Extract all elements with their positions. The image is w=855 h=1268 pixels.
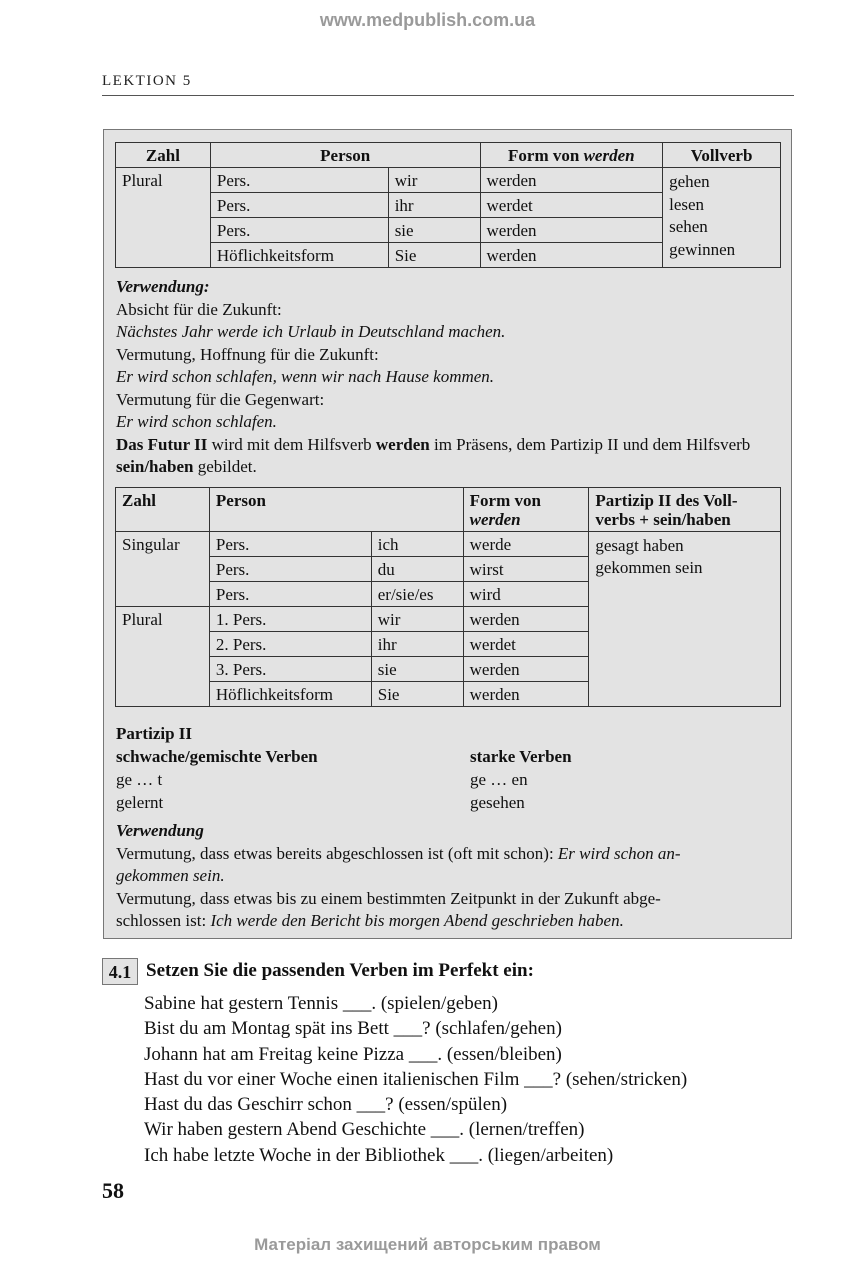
pronoun-cell: Sie bbox=[388, 243, 480, 268]
person-cell: 3. Pers. bbox=[209, 657, 371, 682]
usage-line: Vermutung für die Gegenwart: bbox=[116, 389, 325, 409]
intro-text: gebildet. bbox=[193, 457, 257, 476]
usage-heading: Verwendung: bbox=[116, 277, 210, 296]
strong-verbs-pattern: ge … en bbox=[470, 770, 528, 789]
header-partizip-line2: verbs + sein/haben bbox=[595, 510, 731, 529]
pronoun-cell: Sie bbox=[371, 682, 463, 707]
form-cell: werden bbox=[480, 218, 663, 243]
header-form-prefix: Form von bbox=[508, 146, 584, 165]
usage-example: Nächstes Jahr werde ich Urlaub in Deutschland machen. bbox=[116, 322, 506, 341]
usage-text: Vermutung, dass etwas bereits abgeschlossen ist (oft mit schon): bbox=[116, 843, 558, 863]
person-cell: Höflichkeitsform bbox=[209, 682, 371, 707]
futur2-term: Das Futur II bbox=[116, 434, 208, 454]
pronoun-cell: sie bbox=[388, 218, 480, 243]
intro-sein-haben: sein/haben bbox=[116, 457, 194, 476]
zahl-plural: Plural bbox=[116, 168, 211, 268]
form-cell: werden bbox=[463, 682, 589, 707]
weak-verbs-example: gelernt bbox=[116, 793, 164, 812]
exercise-sentence: Hast du das Geschirr schon ___? (essen/spülen) bbox=[144, 1094, 508, 1116]
person-cell: Höflichkeitsform bbox=[210, 243, 388, 268]
header-form-italic: werden bbox=[583, 146, 635, 165]
vollverb-item: gewinnen bbox=[669, 239, 736, 259]
pronoun-cell: ihr bbox=[388, 193, 480, 218]
futur2-intro bbox=[116, 434, 784, 479]
table-row bbox=[116, 532, 781, 557]
exercise-sentences bbox=[144, 991, 687, 1168]
exercise-sentence: Bist du am Montag spät ins Bett ___? (schlafen/gehen) bbox=[144, 1018, 562, 1040]
strong-verbs-example: gesehen bbox=[470, 793, 525, 812]
usage-line: Absicht für die Zukunft: bbox=[116, 299, 282, 319]
watermark-bottom: Матеріал захищений авторським правом bbox=[254, 1235, 601, 1254]
form-cell: werden bbox=[480, 168, 663, 193]
header-vollverb: Vollverb bbox=[663, 143, 781, 168]
form-cell: wirst bbox=[463, 557, 589, 582]
partizip-cell bbox=[589, 532, 781, 707]
pronoun-cell: wir bbox=[388, 168, 480, 193]
partizip2-section bbox=[116, 722, 784, 817]
zahl-singular: Singular bbox=[116, 532, 210, 607]
usage-futur1 bbox=[116, 276, 784, 479]
header-zahl: Zahl bbox=[116, 143, 211, 168]
vollverb-item: lesen bbox=[669, 194, 705, 214]
running-head: LEKTION 5 bbox=[102, 73, 794, 96]
form-cell: werden bbox=[463, 657, 589, 682]
strong-verbs-column bbox=[470, 745, 572, 814]
form-cell: werden bbox=[463, 607, 589, 632]
header-form-line2: werden bbox=[469, 510, 521, 529]
futur1-table bbox=[115, 142, 781, 268]
zahl-plural: Plural bbox=[116, 607, 210, 707]
pronoun-cell: sie bbox=[371, 657, 463, 682]
vollverb-item: gehen bbox=[669, 172, 710, 191]
form-cell: werdet bbox=[463, 632, 589, 657]
exercise-sentence: Johann hat am Freitag keine Pizza ___. (essen/bleiben) bbox=[144, 1043, 562, 1065]
page-number: 58 bbox=[102, 1178, 124, 1203]
pronoun-cell: ihr bbox=[371, 632, 463, 657]
weak-verbs-pattern: ge … t bbox=[116, 770, 163, 789]
vollverb-cell bbox=[663, 168, 781, 268]
usage-futur2 bbox=[116, 820, 784, 933]
pronoun-cell: wir bbox=[371, 607, 463, 632]
table-row bbox=[116, 168, 781, 193]
header-partizip-line1: Partizip II des Voll- bbox=[595, 491, 738, 510]
usage-example: Er wird schon schlafen. bbox=[116, 412, 277, 431]
person-cell: Pers. bbox=[209, 557, 371, 582]
intro-text: wird mit dem Hilfsverb bbox=[207, 434, 376, 454]
usage-heading: Verwendung bbox=[116, 821, 204, 840]
header-form bbox=[480, 143, 663, 168]
pronoun-cell: ich bbox=[371, 532, 463, 557]
usage-line bbox=[116, 910, 784, 933]
futur1-header-row bbox=[116, 143, 781, 168]
pronoun-cell: er/sie/es bbox=[371, 582, 463, 607]
weak-verbs-heading: schwache/gemischte Verben bbox=[116, 747, 318, 766]
person-cell: 2. Pers. bbox=[209, 632, 371, 657]
header-partizip bbox=[589, 488, 781, 532]
form-cell: wird bbox=[463, 582, 589, 607]
usage-line: Vermutung, Hoffnung für die Zukunft: bbox=[116, 344, 379, 364]
usage-example: Er wird schon an- bbox=[557, 843, 681, 863]
futur2-header-row bbox=[116, 488, 781, 532]
grammar-box bbox=[103, 129, 792, 939]
person-cell: Pers. bbox=[209, 582, 371, 607]
usage-text: schlossen ist: bbox=[116, 911, 211, 930]
usage-line bbox=[116, 843, 784, 866]
person-cell: Pers. bbox=[209, 532, 371, 557]
form-cell: werden bbox=[480, 243, 663, 268]
partizip-item: gekommen sein bbox=[595, 558, 703, 577]
exercise-sentence: Sabine hat gestern Tennis ___. (spielen/geben) bbox=[144, 993, 498, 1014]
usage-line: Vermutung, dass etwas bis zu einem bestimmten Zeitpunkt in der Zukunft abge- bbox=[116, 888, 661, 908]
vollverb-item: sehen bbox=[669, 217, 708, 236]
exercise-sentence: Hast du vor einer Woche einen italienischen Film ___? (sehen/stricken) bbox=[144, 1068, 688, 1090]
person-cell: Pers. bbox=[210, 168, 388, 193]
exercise-number-badge: 4.1 bbox=[102, 958, 138, 985]
intro-werden: werden bbox=[375, 434, 430, 454]
header-form bbox=[463, 488, 589, 532]
header-person: Person bbox=[210, 143, 480, 168]
person-cell: Pers. bbox=[210, 193, 388, 218]
usage-example: Er wird schon schlafen, wenn wir nach Hause kommen. bbox=[116, 367, 495, 386]
strong-verbs-heading: starke Verben bbox=[470, 747, 572, 766]
watermark-top: www.medpublish.com.ua bbox=[319, 10, 536, 30]
header-zahl: Zahl bbox=[116, 488, 210, 532]
person-cell: Pers. bbox=[210, 218, 388, 243]
person-cell: 1. Pers. bbox=[209, 607, 371, 632]
partizip-item: gesagt haben bbox=[595, 536, 684, 555]
form-cell: werdet bbox=[480, 193, 663, 218]
intro-text: im Präsens, dem Partizip II und dem Hilfsverb bbox=[429, 434, 751, 454]
exercise-sentence: Ich habe letzte Woche in der Bibliothek ___. (liegen/arbeiten) bbox=[144, 1144, 614, 1166]
futur2-table bbox=[115, 487, 781, 707]
exercise-title: Setzen Sie die passenden Verben im Perfekt ein: bbox=[146, 960, 534, 981]
form-cell: werde bbox=[463, 532, 589, 557]
exercise-sentence: Wir haben gestern Abend Geschichte ___. (lernen/treffen) bbox=[144, 1119, 585, 1141]
usage-example: gekommen sein. bbox=[116, 866, 225, 885]
pronoun-cell: du bbox=[371, 557, 463, 582]
header-person: Person bbox=[209, 488, 463, 532]
header-form-line1: Form von bbox=[469, 491, 541, 510]
usage-example: Ich werde den Bericht bis morgen Abend geschrieben haben. bbox=[210, 911, 624, 930]
partizip2-heading: Partizip II bbox=[116, 724, 193, 743]
